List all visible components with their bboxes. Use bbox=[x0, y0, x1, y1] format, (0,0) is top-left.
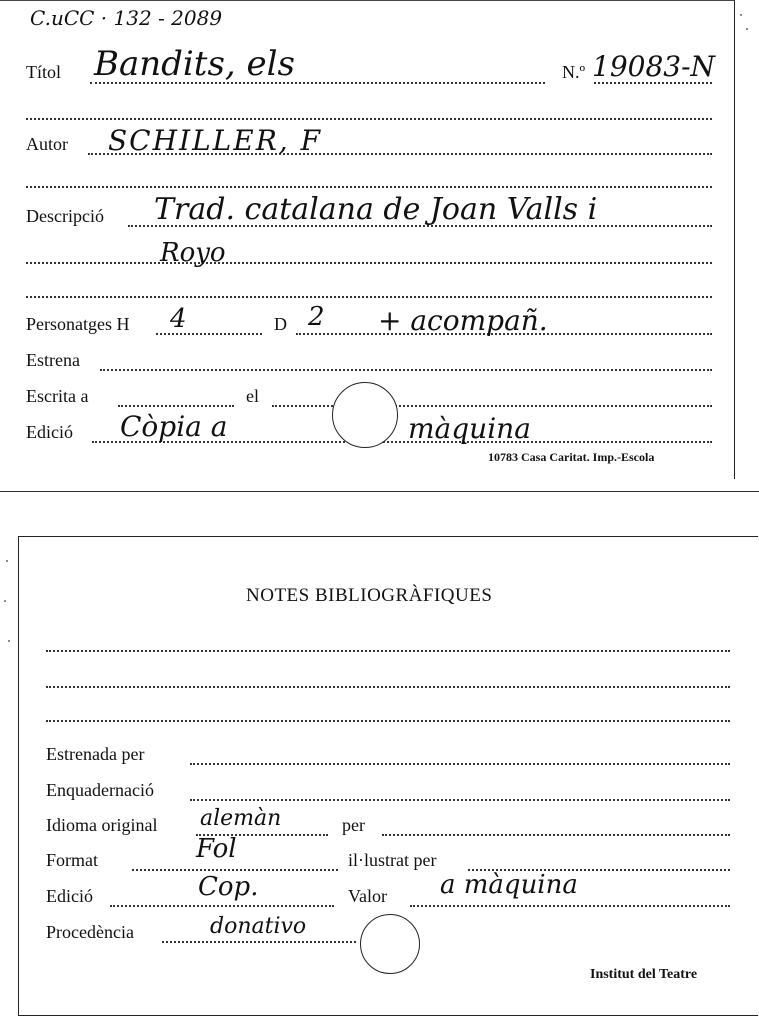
scan-speck bbox=[4, 600, 6, 602]
valor-line bbox=[410, 905, 730, 907]
procedencia-value: donativo bbox=[210, 914, 307, 939]
notes-heading: NOTES BIBLIOGRÀFIQUES bbox=[246, 585, 493, 606]
descripcio-line-2 bbox=[26, 262, 712, 264]
card-separator bbox=[0, 491, 759, 492]
institution-name: Institut del Teatre bbox=[590, 967, 698, 982]
catalog-number: C.uCC · 132 - 2089 bbox=[30, 6, 223, 30]
edicio-value: Còpia a bbox=[120, 410, 228, 443]
procedencia-line bbox=[162, 941, 356, 943]
blank-line bbox=[26, 186, 712, 188]
escrita-el-label: el bbox=[246, 386, 259, 406]
back-edicio-value: Cop. bbox=[198, 872, 259, 902]
personatges-label: Personatges H bbox=[26, 314, 130, 334]
printer-imprint: 10783 Casa Caritat. Imp.-Escola bbox=[488, 450, 655, 464]
estrenada-label: Estrenada per bbox=[46, 744, 145, 764]
autor-value: SCHILLER, F bbox=[108, 124, 323, 157]
valor-value: a màquina bbox=[440, 870, 578, 900]
descripcio-label: Descripció bbox=[26, 206, 104, 226]
enquadernacio-line bbox=[190, 799, 730, 801]
punch-hole bbox=[360, 914, 420, 974]
format-label: Format bbox=[46, 850, 98, 870]
enquadernacio-label: Enquadernació bbox=[46, 780, 154, 800]
procedencia-label: Procedència bbox=[46, 922, 134, 942]
scan-speck bbox=[740, 14, 742, 16]
per-line bbox=[382, 834, 730, 836]
blank-line bbox=[26, 296, 712, 298]
notes-line bbox=[46, 650, 730, 652]
personatges-d-value: 2 bbox=[308, 302, 325, 332]
back-edicio-label: Edició bbox=[46, 886, 93, 906]
punch-hole bbox=[332, 382, 398, 448]
descripcio-value-2: Royo bbox=[160, 238, 226, 268]
idioma-label: Idioma original bbox=[46, 815, 158, 835]
valor-label: Valor bbox=[348, 886, 387, 906]
edicio-value-2: màquina bbox=[408, 412, 531, 445]
numero-label: N.º bbox=[562, 62, 586, 82]
estrenada-line bbox=[190, 763, 730, 765]
scan-speck bbox=[746, 28, 748, 30]
numero-value: 19083-N bbox=[592, 50, 716, 83]
autor-label: Autor bbox=[26, 134, 68, 154]
illustrat-label: il·lustrat per bbox=[348, 850, 437, 870]
scan-speck bbox=[6, 560, 8, 562]
estrena-label: Estrena bbox=[26, 350, 80, 370]
escrita-label: Escrita a bbox=[26, 386, 89, 406]
blank-line bbox=[26, 118, 712, 120]
back-edicio-line bbox=[110, 905, 334, 907]
edicio-label: Edició bbox=[26, 422, 73, 442]
personatges-extra: + acompañ. bbox=[378, 304, 548, 337]
per-label: per bbox=[342, 815, 365, 835]
notes-line bbox=[46, 720, 730, 722]
personatges-h-value: 4 bbox=[170, 304, 187, 334]
escrita-line bbox=[118, 405, 234, 407]
titol-value: Bandits, els bbox=[94, 44, 295, 84]
notes-line bbox=[46, 686, 730, 688]
format-value: Fol bbox=[196, 834, 237, 864]
idioma-value: alemàn bbox=[200, 806, 282, 831]
format-line bbox=[132, 869, 338, 871]
estrena-line bbox=[100, 369, 712, 371]
descripcio-value: Trad. catalana de Joan Valls i bbox=[154, 192, 598, 227]
titol-label: Títol bbox=[26, 62, 61, 82]
scan-speck bbox=[8, 640, 10, 642]
personatges-d-label: D bbox=[274, 314, 287, 334]
